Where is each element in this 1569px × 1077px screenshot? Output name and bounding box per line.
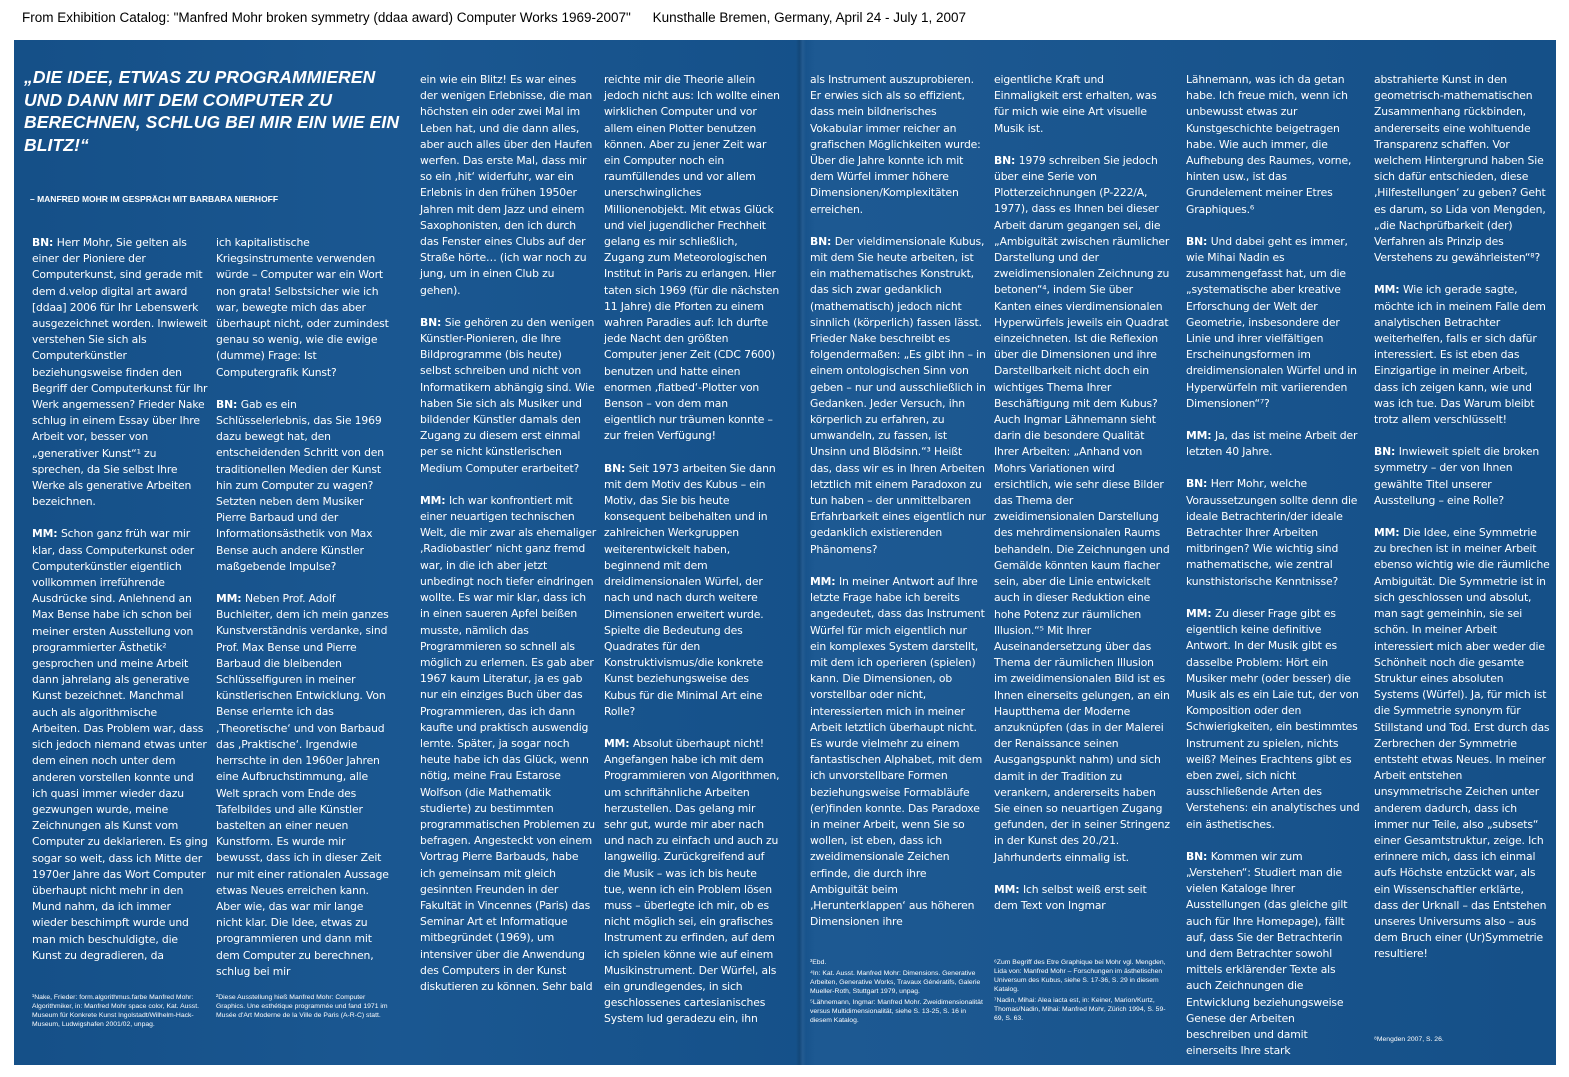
- text-column-4: [604, 72, 780, 1044]
- paragraph: BN: 1979 schreiben Sie jedoch über eine Serie von Plotterzeichnungen (P-222/A, 1977), dass es Ihnen bei dieser Arbeit darum gegangen sei, die „Ambiguität zwischen räumlicher Darstellung und der zweidimensionalen Zeichnung zu betonen“⁴, indem Sie über Kanten eines vierdimensionalen Hyperwürfels jeweils ein Quadrat einzeichneten. Ist die Reflexion über die Dimensionen und ihre Darstellbarkeit nicht doch ein wichtiges Thema Ihrer Beschäftigung mit dem Kubus? Auch Ingmar Lähnemann sieht darin die besondere Qualität Ihrer Arbeiten: „Anhand von Mohrs Variationen wird ersichtlich, wie sehr diese Bilder das Thema der zweidimensionalen Darstellung des mehrdimensionalen Raums behandeln. Die Zeichnungen und Gemälde könnten kaum flacher sein, aber die Linie entwickelt auch in dieser Reduktion eine hohe Potenz zur räumlichen Illusion.“⁵ Mit Ihrer Auseinandersetzung über das Thema der räumlichen Illusion im zweidimensionalen Bild ist es Ihnen einerseits gelungen, an ein Hauptthema der Moderne anzuknüpfen (das in der Malerei der Renaissance seinen Ausgangspunkt nahm) und sich damit in der Tradition zu verankern, andererseits haben Sie einen so neuartigen Zugang gefunden, der in seiner Stringenz in der Kunst des 20./21. Jahrhunderts einmalig ist.: [994, 153, 1170, 864]
- footnote-2: ²Diese Ausstellung hieß Manfred Mohr: Computer Graphics. Une esthétique programmée und fand 1971 im Musée d'Art Moderne de la Ville de Paris (A-R-C) statt.: [216, 994, 388, 1019]
- footnote-8: ⁸Mengden 2007, S. 26.: [1374, 1036, 1444, 1043]
- paragraph: BN: Kommen wir zum „Verstehen“: Studiert man die vielen Kataloge Ihrer Ausstellungen (das gleiche gilt auch für Ihre Homepage), fällt auf, dass Sie der Betrachterin und dem Betrachter sowohl mittels erklärender Texte als auch Zeichnungen die Entwicklung beziehungsweise Genese der Arbeiten beschreiben und damit einerseits Ihre stark: [1186, 849, 1348, 1058]
- text-column-7: [1186, 72, 1362, 1065]
- speaker-label: BN:: [604, 461, 629, 475]
- speaker-label: MM:: [1186, 606, 1215, 620]
- page-fold: [796, 40, 806, 1065]
- speaker-label: MM:: [810, 574, 839, 588]
- paragraph: BN: Der vieldimensionale Kubus, mit dem Sie heute arbeiten, ist ein mathematisches Konstrukt, das sich zwar gedanklich (mathematisch) jedoch nicht sinnlich (körperlich) fassen lässt. Frieder Nake beschreibt es folgendermaßen: „Es gibt ihn – in einem ontologischen Sinn von geben – nur und ausschließlich in Gedanken. Jeder Versuch, ihn körperlich zu erfahren, zu umwandeln, zu fassen, ist Unsinn und Blödsinn.“³ Heißt das, dass wir es in Ihren Arbeiten letztlich mit einem Paradoxon zu tun haben – der unmittelbaren Erfahrbarkeit eines eigentlich nur gedanklich existierenden Phänomens?: [810, 234, 986, 556]
- paragraph: abstrahierte Kunst in den geometrisch-mathematischen Zusammenhang rückbinden, andererseits eine wohltuende Transparenz schaffen. Vor welchem Hintergrund haben Sie sich dafür entschieden, diese ‚Hilfestellungen‘ zu geben? Geht es darum, so Lida von Mengden, „die Nachprüfbarkeit (der) Verfahren als Prinzip des Verstehens zu gewährleisten“⁸?: [1374, 73, 1546, 265]
- paragraph: MM: Schon ganz früh war mir klar, dass Computerkunst oder Computerkünstler eigentlich vollkommen irreführende Ausdrücke sind. Anlehnend an Max Bense habe ich schon bei meiner ersten Ausstellung von programmierter Ästhetik² gesprochen und meine Arbeit dann jahrelang als generative Kunst bezeichnet. Manchmal auch als algorithmische Arbeiten. Das Problem war, dass sich jedoch niemand etwas unter dem einen noch unter dem anderen vorstellen konnte und ich quasi immer wieder dazu gezwungen wurde, meine Zeichnungen als Kunst vom Computer zu deklarieren. Es ging sogar so weit, dass ich Mitte der 1970er Jahre das Wort Computer überhaupt nicht mehr in den Mund nahm, da ich immer wieder beschimpft wurde und man mich beschuldigte, die Kunst zu degradieren, da: [32, 527, 208, 962]
- paragraph: MM: Ich selbst weiß erst seit dem Text von Ingmar: [994, 882, 1147, 912]
- speaker-label: MM:: [420, 493, 449, 507]
- paragraph: ich kapitalistische Kriegsinstrumente verwenden würde – Computer war ein Wort non grata! Selbstsicher wie ich war, bewegte mich das aber überhaupt nicht, oder zumindest genau so wenig, wie die ewige (dumme) Frage: Ist Computergrafik Kunst?: [216, 236, 389, 379]
- footnote-1: ¹Nake, Frieder: form.algorithmus.farbe Manfred Mohr: Algorithmiker, in: Manfred Mohr space color, Kat. Ausst. Museum für Konkrete Kunst Ingolstadt/Wilhelm-Hack-Museum, Ludwigshafen 2001/02, unpag.: [32, 994, 199, 1028]
- speaker-label: MM:: [604, 736, 633, 750]
- text-column-8: [1374, 72, 1550, 979]
- paragraph: MM: Ich war konfrontiert mit einer neuartigen technischen Welt, die mir zwar als ehemaliger ‚Radiobastler‘ nicht ganz fremd war, in die ich aber jetzt unbedingt noch tiefer eindringen wollte. Es war mir klar, dass ich in einen saueren Apfel beißen musste, nämlich das Programmieren so schnell als möglich zu erlernen. Es gab aber 1967 kaum Literatur, ja es gab nur ein einziges Buch über das Programmieren, das ich dann kaufte und praktisch auswendig lernte. Später, ja sogar noch heute habe ich das Glück, wenn nötig, meine Frau Estarose Wolfson (die Mathematik studierte) zu bestimmten programmatischen Problemen zu befragen. Angesteckt von einem Vortrag Pierre Barbauds, habe ich gemeinsam mit gleich gesinnten Freunden in der Fakultät in Vincennes (Paris) das Seminar Art et Informatique mitbegründet (1969), um intensiver über die Anwendung des Computers in der Kunst diskutieren zu können. Sehr bald: [420, 493, 597, 993]
- speaker-label: MM:: [1186, 429, 1215, 443]
- text-column-1: [32, 235, 208, 980]
- speaker-label: BN:: [216, 397, 241, 411]
- caption-source: From Exhibition Catalog: "Manfred Mohr broken symmetry (ddaa award) Computer Works 1969-2007": [22, 10, 631, 25]
- paragraph: Lähnemann, was ich da getan habe. Ich freue mich, wenn ich unbewusst etwas zur Kunstgeschichte beigetragen habe. Wie auch immer, die Aufhebung des Raumes, vorne, hinten usw., ist das Grundelement meiner Etres Graphiques.⁶: [1186, 73, 1352, 216]
- text-column-2: [216, 235, 392, 996]
- speaker-label: BN:: [810, 234, 835, 248]
- headline: „DIE IDEE, ETWAS ZU PROGRAMMIEREN UND DANN MIT DEM COMPUTER ZU BERECHNEN, SCHLUG BEI MIR EIN WIE EIN BLITZ!“: [24, 67, 400, 155]
- speaker-label: MM:: [32, 527, 61, 541]
- paragraph: BN: Herr Mohr, welche Voraussetzungen sollte denn die ideale Betrachterin/der ideale Betrachter Ihrer Arbeiten mitbringen? Wie wichtig sind mathematische, wie zentral kunsthistorische Kenntnisse?: [1186, 477, 1358, 588]
- paragraph: reichte mir die Theorie allein jedoch nicht aus: Ich wollte einen wirklichen Computer und vor allem einen Plotter benutzen können. Aber zu jener Zeit war ein Computer noch ein raumfüllendes und vor allem unerschwingliches Millionenobjekt. Mit etwas Glück und viel jugendlicher Frechheit gelang es mir schließlich, Zugang zum Meteorologischen Institut in Paris zu erlangen. Hier taten sich 1969 (für die nächsten 11 Jahre) die Pforten zu einem wahren Paradies auf: Ich durfte jede Nacht den größten Computer jener Zeit (CDC 7600) benutzen und hatte einen enormen ‚flatbed‘-Plotter von Benson – von dem man eigentlich nur träumen konnte – zur freien Verfügung!: [604, 73, 780, 443]
- footnote-4: ⁴In: Kat. Ausst. Manfred Mohr: Dimensions. Generative Arbeiten, Generative Works, Travaux Génératifs, Galerie Mueller-Roth, Stuttgart 1979, unpag.: [810, 970, 981, 995]
- speaker-label: MM:: [1374, 526, 1403, 540]
- paragraph: MM: Neben Prof. Adolf Buchleiter, dem ich mein ganzes Kunstverständnis verdanke, sind Prof. Max Bense und Pierre Barbaud die bleibenden Schlüsselfiguren in meiner künstlerischen Entwicklung. Von Bense erlernte ich das ‚Theoretische‘ und von Barbaud das ‚Praktische‘. Irgendwie herrschte in den 1960er Jahren eine Aufbruchstimmung, alle Welt sprach vom Ende des Tafelbildes und alle Künstler bastelten an einer neuen Kunstform. Es wurde mir bewusst, dass ich in dieser Zeit nur mit einer rationalen Aussage etwas Neues erreichen kann. Aber wie, das war mir lange nicht klar. Die Idee, etwas zu programmieren und dann mit dem Computer zu berechnen, schlug bei mir: [216, 592, 389, 978]
- catalog-spread: [14, 40, 1556, 1065]
- speaker-label: BN:: [32, 236, 57, 249]
- speaker-label: BN:: [994, 153, 1019, 167]
- paragraph: ein wie ein Blitz! Es war eines der wenigen Erlebnisse, die man höchsten ein oder zwei Mal im Leben hat, und die dann alles, aber auch alles über den Haufen werfen. Das erste Mal, dass mir so ein ‚hit‘ widerfuhr, war ein Erlebnis in den frühen 1950er Jahren mit dem Jazz und einem Saxophonisten, den ich durch das Fenster eines Clubs auf der Straße hörte… (ich war noch zu jung, um in einen Club zu gehen).: [420, 73, 593, 297]
- speaker-label: BN:: [1186, 477, 1211, 491]
- speaker-label: BN:: [420, 315, 445, 329]
- paragraph: als Instrument auszuprobieren. Er erwies sich als so effizient, dass mein bildnerisches Vokabular immer reicher an grafischen Möglichkeiten wurde: Über die Jahre konnte ich mit dem Würfel immer höhere Dimensionen/Komplexitäten erreichen.: [810, 73, 981, 216]
- paragraph: BN: Gab es ein Schlüsselerlebnis, das Sie 1969 dazu bewegt hat, den entscheidenden Schritt von den traditionellen Medien der Kunst hin zum Computer zu wagen? Setzten neben dem Musiker Pierre Barbaud und der Informationsästhetik von Max Bense auch andere Künstler maßgebende Impulse?: [216, 397, 384, 573]
- footnote-5: ⁵Lähnemann, Ingmar: Manfred Mohr. Zweidimensionalität versus Multidimensionalität, siehe S. 13-25, S. 16 in diesem Katalog.: [810, 999, 983, 1024]
- paragraph: MM: Wie ich gerade sagte, möchte ich in meinem Falle dem analytischen Betrachter weiterhelfen, falls er sich dafür interessiert. Es ist eben das Einzigartige in meiner Arbeit, dass ich zeigen kann, wie und was ich tue. Das Warum bleibt trotz allem verschlüsselt!: [1374, 283, 1546, 427]
- byline: – MANFRED MOHR IM GESPRÄCH MIT BARBARA NIERHOFF: [30, 194, 279, 204]
- text-column-3: [420, 72, 596, 1011]
- footnotes-6-7: [994, 958, 1170, 1025]
- footnote-7: ⁷Nadin, Mihai: Alea iacta est, in: Keiner, Marion/Kurtz, Thomas/Nadin, Mihai: Manfred Mohr, Zürich 1994, S. 59-69, S. 63.: [994, 997, 1166, 1022]
- speaker-label: BN:: [1374, 445, 1399, 459]
- footnotes-3-5: [810, 958, 986, 1027]
- paragraph: MM: Absolut überhaupt nicht! Angefangen habe ich mit dem Programmieren von Algorithmen, um schriftähnliche Arbeiten herzustellen. Das gelang mir sehr gut, wurde mir aber nach und nach zu einfach und auch zu langweilig. Zurückgreifend auf die Musik – was ich bis heute tue, wenn ich ein Problem lösen muss – überlegte ich mir, ob es nicht möglich sei, ein grafisches Instrument zu erfinden, auf dem ich spielen könne wie auf einem Musikinstrument. Der Würfel, als ein grundlegendes, in sich geschlossenes cartesianisches System lud geradezu ein, ihn: [604, 736, 780, 1026]
- paragraph: MM: Die Idee, eine Symmetrie zu brechen ist in meiner Arbeit ebenso wichtig wie die räumliche Ambiguität. Die Symmetrie ist in sich geschlossen und absolut, man sagt gemeinhin, sie sei schön. In meiner Arbeit interessiert mich aber weder die Schönheit noch die gesamte Struktur eines absoluten Systems (Würfel). Ja, für mich ist die Symmetrie synonym für Stillstand und Tod. Erst durch das Zerbrechen der Symmetrie entsteht etwas Neues. In meiner Arbeit entstehen unsymmetrische Zeichen unter anderem dadurch, dass ich immer nur Teile, also „subsets“ einer Gesamtstruktur, zeige. Ich erinnere mich, dass ich einmal aufs Höchste entzückt war, als ein Wissenschaftler erklärte, dass der Urknall – das Entstehen unseres Universums also – aus dem Bruch einer (Ur)Symmetrie resultiere!: [1374, 526, 1550, 961]
- footnote-3: ³Ebd.: [810, 959, 827, 966]
- paragraph: BN: Sie gehören zu den wenigen Künstler-Pionieren, die Ihre Bildprogramme (bis heute) selbst schreiben und nicht von Informatikern abhängig sind. Wie haben Sie sich als Musiker und bildender Künstler damals den Zugang zu diesem erst einmal per se nicht künstlerischen Medium Computer erarbeitet?: [420, 315, 595, 475]
- paragraph: MM: Zu dieser Frage gibt es eigentlich keine definitive Antwort. In der Musik gibt es dasselbe Problem: Hört ein Musiker mehr (oder besser) die Musik als es ein Laie tut, der von Komposition oder den Schwierigkeiten, ein bestimmtes Instrument zu spielen, nichts weiß? Meines Erachtens gibt es eben zwei, sich nicht ausschließende Arten des Verstehens: ein analytisches und ein ästhetisches.: [1186, 606, 1360, 831]
- speaker-label: MM:: [1374, 283, 1403, 297]
- paragraph: eigentliche Kraft und Einmaligkeit erst erhalten, was für mich wie eine Art visuelle Musik ist.: [994, 73, 1157, 135]
- paragraph: MM: In meiner Antwort auf Ihre letzte Frage habe ich bereits angedeutet, dass das Instrument Würfel für mich eigentlich nur ein komplexes System darstellt, mit dem ich operieren (spielen) kann. Die Dimensionen, ob vorstellbar oder nicht, interessierten mich in meiner Arbeit letztlich überhaupt nicht. Es wurde vielmehr zu einem fantastischen Alphabet, mit dem ich unvorstellbare Formen beziehungsweise Formabläufe (er)finden konnte. Das Paradoxe in meiner Arbeit, wenn Sie so wollen, ist eben, dass ich zweidimensionale Zeichen erfinde, die durch ihre Ambiguität beim ‚Herunterklappen‘ aus höheren Dimensionen ihre: [810, 574, 985, 929]
- caption-venue: Kunsthalle Bremen, Germany, April 24 - July 1, 2007: [652, 10, 967, 25]
- paragraph: BN: Und dabei geht es immer, wie Mihai Nadin es zusammengefasst hat, um die „systematische aber kreative Erforschung der Welt der Geometrie, insbesondere der Linie und ihrer vielfältigen Erscheinungsformen im dreidimensionalen Würfel und in Hyperwürfeln mit variierenden Dimensionen“⁷?: [1186, 234, 1357, 410]
- speaker-label: BN:: [1186, 234, 1211, 248]
- text-column-5: [810, 72, 986, 946]
- speaker-label: BN:: [1186, 849, 1211, 863]
- catalog-caption: [22, 10, 984, 25]
- speaker-label: MM:: [994, 882, 1023, 896]
- paragraph: MM: Ja, das ist meine Arbeit der letzten 40 Jahre.: [1186, 429, 1358, 459]
- paragraph: BN: Herr Mohr, Sie gelten als einer der Pioniere der Computerkunst, sind gerade mit dem d.velop digital art award [ddaa] 2006 für Ihr Lebenswerk ausgezeichnet worden. Inwieweit verstehen Sie sich als Computerkünstler beziehungsweise finden den Begriff der Computerkunst für Ihr Werk angemessen? Frieder Nake schlug in einem Essay über Ihre Arbeit vor, besser von „generativer Kunst“¹ zu sprechen, da Sie selbst Ihre Werke als generative Arbeiten bezeichnen.: [32, 236, 208, 509]
- text-column-6: [994, 72, 1170, 930]
- speaker-label: MM:: [216, 592, 245, 606]
- paragraph: BN: Inwieweit spielt die broken symmetry – der von Ihnen gewählte Titel unserer Ausstellung – eine Rolle?: [1374, 445, 1540, 507]
- footnote-6: ⁶Zum Begriff des Etre Graphique bei Mohr vgl. Mengden, Lida von: Manfred Mohr – Forschungen im ästhetischen Universum des Kubus, siehe S. 17-36, S. 29 in diesem Katalog.: [994, 959, 1166, 993]
- paragraph: BN: Seit 1973 arbeiten Sie dann mit dem Motiv des Kubus – ein Motiv, das Sie bis heute konsequent beibehalten und in zahlreichen Werkgruppen weiterentwickelt haben, beginnend mit dem dreidimensionalen Würfel, der nach und nach durch weitere Dimensionen erweitert wurde. Spielte die Bedeutung des Quadrates für den Konstruktivismus/die konkrete Kunst beziehungsweise des Kubus für die Minimal Art eine Rolle?: [604, 461, 776, 718]
